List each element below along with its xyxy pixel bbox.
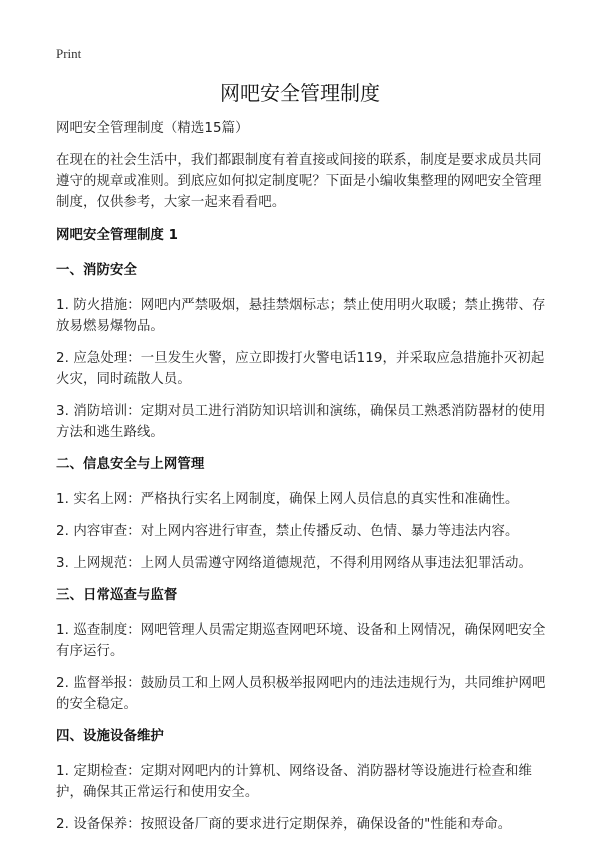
document-subtitle: 网吧安全管理制度（精选15篇） [56,121,249,136]
list-item: 1. 定期检查：定期对网吧内的计算机、网络设备、消防器材等设施进行检查和维护，确保其正常运行和使用安全。 [56,764,533,800]
list-item: 3. 消防培训：定期对员工进行消防知识培训和演练，确保员工熟悉消防器材的使用方法和逃生路线。 [56,404,546,440]
list-item: 1. 防火措施：网吧内严禁吸烟，悬挂禁烟标志；禁止使用明火取暖；禁止携带、存放易燃易爆物品。 [56,298,546,334]
section-heading-maintenance: 四、设施设备维护 [56,729,164,744]
list-item: 1. 巡查制度：网吧管理人员需定期巡查网吧环境、设备和上网情况，确保网吧安全有序运行。 [56,623,546,659]
list-item: 2. 应急处理：一旦发生火警，应立即拨打火警电话119，并采取应急措施扑灭初起火灾，同时疏散人员。 [56,351,545,387]
section-heading-fire-safety: 一、消防安全 [56,263,137,278]
page-title: 网吧安全管理制度 [220,81,380,105]
article-heading: 网吧安全管理制度 1 [56,228,179,243]
section-heading-inspection: 三、日常巡查与监督 [56,588,178,603]
intro-paragraph: 在现在的社会生活中，我们都跟制度有着直接或间接的联系，制度是要求成员共同遵守的规章或准则。到底应如何拟定制度呢？下面是小编收集整理的网吧安全管理制度，仅供参考，大家一起来看看吧。 [56,153,542,210]
print-link[interactable]: Print [56,46,82,61]
list-item: 3. 上网规范：上网人员需遵守网络道德规范，不得利用网络从事违法犯罪活动。 [56,556,533,571]
section-heading-info-security: 二、信息安全与上网管理 [56,457,205,472]
list-item: 2. 监督举报：鼓励员工和上网人员积极举报网吧内的违法违规行为，共同维护网吧的安全稳定。 [56,676,546,712]
list-item: 1. 实名上网：严格执行实名上网制度，确保上网人员信息的真实性和准确性。 [56,492,519,507]
document-body [56,118,549,846]
list-item: 2. 内容审查：对上网内容进行审查，禁止传播反动、色情、暴力等违法内容。 [56,524,519,539]
list-item: 2. 设备保养：按照设备厂商的要求进行定期保养，确保设备的"性能和寿命。 [56,817,512,832]
